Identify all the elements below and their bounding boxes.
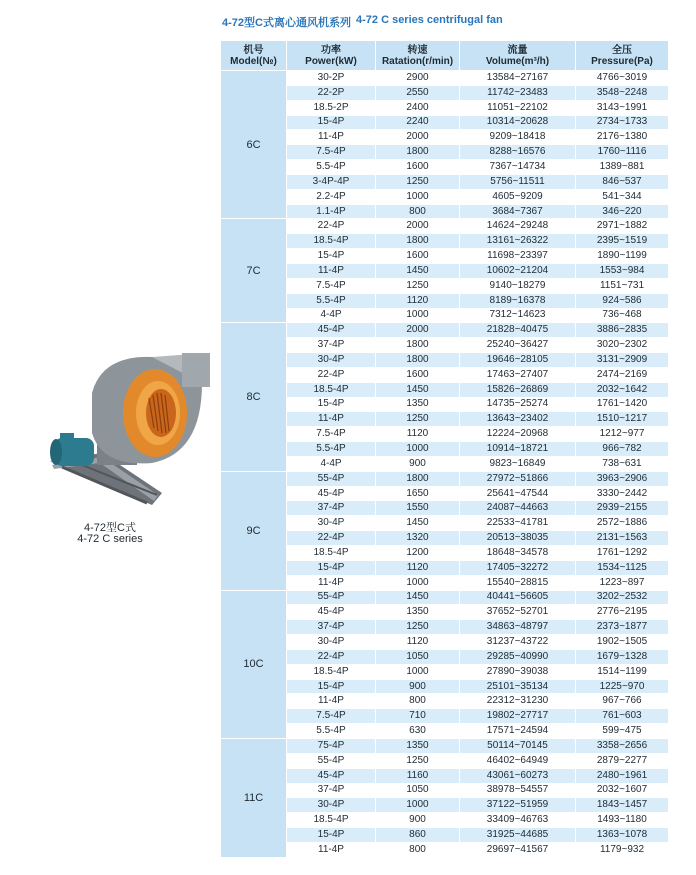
volume-cell: 34863~48797: [460, 620, 575, 634]
rotation-cell: 1250: [376, 175, 459, 189]
pressure-cell: 1843~1457: [576, 798, 668, 812]
table-row: [221, 145, 668, 159]
volume-cell: 11742~23483: [460, 86, 575, 100]
rotation-cell: 1450: [376, 383, 459, 397]
volume-cell: 27972~51866: [460, 472, 575, 486]
volume-cell: 7367~14734: [460, 160, 575, 174]
power-cell: 5.5-4P: [287, 724, 375, 738]
rotation-cell: 1600: [376, 368, 459, 382]
pressure-cell: 3202~2532: [576, 591, 668, 605]
rotation-cell: 1450: [376, 591, 459, 605]
header-pressure: 全压 Pressure(Pa): [576, 41, 668, 70]
header-rotation: 转速 Ratation(r/min): [376, 41, 459, 70]
rotation-cell: 1800: [376, 472, 459, 486]
title-chinese: 4-72型C式离心通风机系列: [222, 17, 351, 29]
rotation-cell: 2550: [376, 86, 459, 100]
pressure-cell: 3358~2656: [576, 739, 668, 753]
pressure-cell: 1225~970: [576, 680, 668, 694]
pressure-cell: 3330~2442: [576, 487, 668, 501]
rotation-cell: 1550: [376, 501, 459, 515]
pressure-cell: 3963~2906: [576, 472, 668, 486]
volume-cell: 9140~18279: [460, 279, 575, 293]
rotation-cell: 1120: [376, 561, 459, 575]
table-row: [221, 828, 668, 842]
volume-cell: 9823~16849: [460, 457, 575, 471]
table-row: [221, 368, 668, 382]
volume-cell: 31925~44685: [460, 828, 575, 842]
volume-cell: 11698~23397: [460, 249, 575, 263]
table-row: [221, 591, 668, 605]
table-row: [221, 249, 668, 263]
pressure-cell: 1510~1217: [576, 412, 668, 426]
table-row: [221, 353, 668, 367]
rotation-cell: 1450: [376, 516, 459, 530]
power-cell: 11-4P: [287, 264, 375, 278]
pressure-cell: 1890~1199: [576, 249, 668, 263]
volume-cell: 24087~44663: [460, 501, 575, 515]
volume-cell: 25641~47544: [460, 487, 575, 501]
table-row: [221, 398, 668, 412]
volume-cell: 17405~32272: [460, 561, 575, 575]
model-cell: 6C: [221, 71, 286, 218]
table-row: [221, 487, 668, 501]
pressure-cell: 1363~1078: [576, 828, 668, 842]
rotation-cell: 900: [376, 457, 459, 471]
table-row: [221, 383, 668, 397]
pressure-cell: 3143~1991: [576, 101, 668, 115]
rotation-cell: 1120: [376, 427, 459, 441]
rotation-cell: 1250: [376, 412, 459, 426]
power-cell: 4-4P: [287, 309, 375, 323]
power-cell: 7.5-4P: [287, 145, 375, 159]
table-row: [221, 323, 668, 337]
pressure-cell: 761~603: [576, 709, 668, 723]
table-row: [221, 769, 668, 783]
pressure-cell: 738~631: [576, 457, 668, 471]
volume-cell: 29285~40990: [460, 650, 575, 664]
volume-cell: 8189~16378: [460, 294, 575, 308]
table-row: [221, 739, 668, 753]
volume-cell: 33409~46763: [460, 813, 575, 827]
rotation-cell: 1350: [376, 739, 459, 753]
rotation-cell: 710: [376, 709, 459, 723]
pressure-cell: 1389~881: [576, 160, 668, 174]
pressure-cell: 2776~2195: [576, 605, 668, 619]
pressure-cell: 2176~1380: [576, 130, 668, 144]
rotation-cell: 2000: [376, 130, 459, 144]
table-row: [221, 160, 668, 174]
volume-cell: 19646~28105: [460, 353, 575, 367]
power-cell: 18.5-4P: [287, 665, 375, 679]
rotation-cell: 1250: [376, 279, 459, 293]
volume-cell: 8288~16576: [460, 145, 575, 159]
power-cell: 5.5-4P: [287, 442, 375, 456]
power-cell: 18.5-4P: [287, 234, 375, 248]
spec-table: [220, 40, 669, 858]
power-cell: 5.5-4P: [287, 294, 375, 308]
header-power: 功率 Power(kW): [287, 41, 375, 70]
power-cell: 11-4P: [287, 694, 375, 708]
rotation-cell: 2240: [376, 116, 459, 130]
rotation-cell: 1250: [376, 754, 459, 768]
rotation-cell: 1120: [376, 635, 459, 649]
pressure-cell: 1179~932: [576, 843, 668, 857]
volume-cell: 11051~22102: [460, 101, 575, 115]
power-cell: 30-2P: [287, 71, 375, 85]
power-cell: 4-4P: [287, 457, 375, 471]
power-cell: 11-4P: [287, 412, 375, 426]
table-row: [221, 531, 668, 545]
pressure-cell: 3020~2302: [576, 338, 668, 352]
rotation-cell: 1450: [376, 264, 459, 278]
pressure-cell: 1760~1116: [576, 145, 668, 159]
table-row: [221, 175, 668, 189]
table-row: [221, 190, 668, 204]
table-row: [221, 605, 668, 619]
rotation-cell: 800: [376, 843, 459, 857]
volume-cell: 3684~7367: [460, 205, 575, 219]
power-cell: 55-4P: [287, 591, 375, 605]
table-row: [221, 412, 668, 426]
rotation-cell: 1600: [376, 249, 459, 263]
rotation-cell: 1800: [376, 338, 459, 352]
pressure-cell: 346~220: [576, 205, 668, 219]
rotation-cell: 1050: [376, 784, 459, 798]
volume-cell: 13643~23402: [460, 412, 575, 426]
volume-cell: 4605~9209: [460, 190, 575, 204]
table-row: [221, 442, 668, 456]
rotation-cell: 1650: [376, 487, 459, 501]
volume-cell: 50114~70145: [460, 739, 575, 753]
table-row: [221, 501, 668, 515]
pressure-cell: 846~537: [576, 175, 668, 189]
table-row: [221, 294, 668, 308]
power-cell: 18.5-4P: [287, 813, 375, 827]
table-row: [221, 680, 668, 694]
rotation-cell: 2400: [376, 101, 459, 115]
pressure-cell: 967~766: [576, 694, 668, 708]
pressure-cell: 1223~897: [576, 576, 668, 590]
rotation-cell: 2000: [376, 219, 459, 233]
rotation-cell: 1160: [376, 769, 459, 783]
power-cell: 2.2-4P: [287, 190, 375, 204]
power-cell: 11-4P: [287, 843, 375, 857]
table-header-row: [221, 41, 668, 70]
power-cell: 15-4P: [287, 398, 375, 412]
rotation-cell: 1250: [376, 620, 459, 634]
table-row: [221, 472, 668, 486]
rotation-cell: 1000: [376, 442, 459, 456]
power-cell: 11-4P: [287, 130, 375, 144]
rotation-cell: 1800: [376, 145, 459, 159]
power-cell: 22-4P: [287, 531, 375, 545]
pressure-cell: 1212~977: [576, 427, 668, 441]
power-cell: 22-4P: [287, 219, 375, 233]
table-row: [221, 561, 668, 575]
rotation-cell: 1000: [376, 190, 459, 204]
volume-cell: 10914~18721: [460, 442, 575, 456]
table-row: [221, 205, 668, 219]
power-cell: 37-4P: [287, 784, 375, 798]
pressure-cell: 599~475: [576, 724, 668, 738]
caption-chinese: 4-72型C式: [84, 522, 136, 534]
pressure-cell: 966~782: [576, 442, 668, 456]
pressure-cell: 2572~1886: [576, 516, 668, 530]
rotation-cell: 1800: [376, 234, 459, 248]
volume-cell: 37122~51959: [460, 798, 575, 812]
volume-cell: 5756~11511: [460, 175, 575, 189]
pressure-cell: 1761~1292: [576, 546, 668, 560]
power-cell: 22-4P: [287, 650, 375, 664]
power-cell: 55-4P: [287, 472, 375, 486]
rotation-cell: 1320: [376, 531, 459, 545]
pressure-cell: 924~586: [576, 294, 668, 308]
pressure-cell: 1514~1199: [576, 665, 668, 679]
pressure-cell: 2373~1877: [576, 620, 668, 634]
table-row: [221, 86, 668, 100]
table-row: [221, 635, 668, 649]
volume-cell: 10314~20628: [460, 116, 575, 130]
power-cell: 15-4P: [287, 249, 375, 263]
model-cell: 8C: [221, 323, 286, 470]
table-row: [221, 116, 668, 130]
volume-cell: 13584~27167: [460, 71, 575, 85]
table-row: [221, 694, 668, 708]
table-row: [221, 754, 668, 768]
pressure-cell: 3131~2909: [576, 353, 668, 367]
power-cell: 45-4P: [287, 487, 375, 501]
table-row: [221, 219, 668, 233]
power-cell: 37-4P: [287, 338, 375, 352]
rotation-cell: 1350: [376, 605, 459, 619]
pressure-cell: 2395~1519: [576, 234, 668, 248]
volume-cell: 38978~54557: [460, 784, 575, 798]
pressure-cell: 541~344: [576, 190, 668, 204]
power-cell: 7.5-4P: [287, 279, 375, 293]
power-cell: 18.5-2P: [287, 101, 375, 115]
power-cell: 45-4P: [287, 769, 375, 783]
volume-cell: 46402~64949: [460, 754, 575, 768]
rotation-cell: 900: [376, 680, 459, 694]
power-cell: 11-4P: [287, 576, 375, 590]
volume-cell: 17571~24594: [460, 724, 575, 738]
volume-cell: 43061~60273: [460, 769, 575, 783]
volume-cell: 21828~40475: [460, 323, 575, 337]
power-cell: 22-4P: [287, 368, 375, 382]
volume-cell: 31237~43722: [460, 635, 575, 649]
volume-cell: 25101~35134: [460, 680, 575, 694]
model-cell: 11C: [221, 739, 286, 857]
table-row: [221, 843, 668, 857]
power-cell: 5.5-4P: [287, 160, 375, 174]
power-cell: 45-4P: [287, 323, 375, 337]
table-row: [221, 620, 668, 634]
volume-cell: 10602~21204: [460, 264, 575, 278]
rotation-cell: 1000: [376, 798, 459, 812]
power-cell: 45-4P: [287, 605, 375, 619]
volume-cell: 18648~34578: [460, 546, 575, 560]
pressure-cell: 3548~2248: [576, 86, 668, 100]
header-model: 机号 Model(№): [221, 41, 286, 70]
table-row: [221, 264, 668, 278]
volume-cell: 7312~14623: [460, 309, 575, 323]
pressure-cell: 1679~1328: [576, 650, 668, 664]
model-cell: 9C: [221, 472, 286, 590]
table-row: [221, 576, 668, 590]
pressure-cell: 1534~1125: [576, 561, 668, 575]
table-row: [221, 309, 668, 323]
table-row: [221, 546, 668, 560]
rotation-cell: 900: [376, 813, 459, 827]
table-row: [221, 724, 668, 738]
table-row: [221, 798, 668, 812]
table-row: [221, 784, 668, 798]
power-cell: 15-4P: [287, 828, 375, 842]
power-cell: 75-4P: [287, 739, 375, 753]
header-volume: 流量 Volume(m³/h): [460, 41, 575, 70]
title-english: 4-72 C series centrifugal fan: [356, 14, 503, 26]
table-row: [221, 813, 668, 827]
rotation-cell: 1200: [376, 546, 459, 560]
power-cell: 18.5-4P: [287, 546, 375, 560]
rotation-cell: 1600: [376, 160, 459, 174]
pressure-cell: 736~468: [576, 309, 668, 323]
table-row: [221, 650, 668, 664]
pressure-cell: 2939~2155: [576, 501, 668, 515]
rotation-cell: 800: [376, 205, 459, 219]
table-row: [221, 130, 668, 144]
power-cell: 18.5-4P: [287, 383, 375, 397]
rotation-cell: 1800: [376, 353, 459, 367]
volume-cell: 9209~18418: [460, 130, 575, 144]
volume-cell: 15540~28815: [460, 576, 575, 590]
power-cell: 3-4P-4P: [287, 175, 375, 189]
pressure-cell: 2474~2169: [576, 368, 668, 382]
table-row: [221, 665, 668, 679]
volume-cell: 40441~56605: [460, 591, 575, 605]
model-cell: 7C: [221, 219, 286, 322]
volume-cell: 19802~27717: [460, 709, 575, 723]
power-cell: 30-4P: [287, 635, 375, 649]
pressure-cell: 2480~1961: [576, 769, 668, 783]
volume-cell: 15826~26869: [460, 383, 575, 397]
power-cell: 7.5-4P: [287, 709, 375, 723]
table-row: [221, 427, 668, 441]
table-row: [221, 709, 668, 723]
pressure-cell: 1902~1505: [576, 635, 668, 649]
pressure-cell: 1493~1180: [576, 813, 668, 827]
table-row: [221, 101, 668, 115]
table-row: [221, 338, 668, 352]
rotation-cell: 1120: [376, 294, 459, 308]
table-row: [221, 71, 668, 85]
power-cell: 37-4P: [287, 501, 375, 515]
volume-cell: 14735~25274: [460, 398, 575, 412]
volume-cell: 20513~38035: [460, 531, 575, 545]
rotation-cell: 1050: [376, 650, 459, 664]
volume-cell: 12224~20968: [460, 427, 575, 441]
rotation-cell: 860: [376, 828, 459, 842]
pressure-cell: 1553~984: [576, 264, 668, 278]
volume-cell: 14624~29248: [460, 219, 575, 233]
table-row: [221, 457, 668, 471]
rotation-cell: 2900: [376, 71, 459, 85]
pressure-cell: 2131~1563: [576, 531, 668, 545]
pressure-cell: 3886~2835: [576, 323, 668, 337]
volume-cell: 29697~41567: [460, 843, 575, 857]
power-cell: 37-4P: [287, 620, 375, 634]
fan-image: [42, 343, 214, 513]
rotation-cell: 800: [376, 694, 459, 708]
rotation-cell: 1000: [376, 665, 459, 679]
pressure-cell: 1151~731: [576, 279, 668, 293]
caption-english: 4-72 C series: [77, 533, 143, 545]
table-row: [221, 279, 668, 293]
volume-cell: 22312~31230: [460, 694, 575, 708]
pressure-cell: 2032~1642: [576, 383, 668, 397]
power-cell: 22-2P: [287, 86, 375, 100]
rotation-cell: 630: [376, 724, 459, 738]
power-cell: 30-4P: [287, 516, 375, 530]
volume-cell: 37652~52701: [460, 605, 575, 619]
table-row: [221, 516, 668, 530]
pressure-cell: 1761~1420: [576, 398, 668, 412]
power-cell: 30-4P: [287, 353, 375, 367]
volume-cell: 13161~26322: [460, 234, 575, 248]
rotation-cell: 1000: [376, 576, 459, 590]
power-cell: 15-4P: [287, 561, 375, 575]
volume-cell: 22533~41781: [460, 516, 575, 530]
rotation-cell: 2000: [376, 323, 459, 337]
table-body: [221, 71, 668, 857]
pressure-cell: 2734~1733: [576, 116, 668, 130]
power-cell: 55-4P: [287, 754, 375, 768]
power-cell: 30-4P: [287, 798, 375, 812]
volume-cell: 27890~39038: [460, 665, 575, 679]
model-cell: 10C: [221, 591, 286, 738]
volume-cell: 17463~27407: [460, 368, 575, 382]
rotation-cell: 1350: [376, 398, 459, 412]
table-row: [221, 234, 668, 248]
power-cell: 15-4P: [287, 680, 375, 694]
power-cell: 7.5-4P: [287, 427, 375, 441]
rotation-cell: 1000: [376, 309, 459, 323]
pressure-cell: 4766~3019: [576, 71, 668, 85]
pressure-cell: 2879~2277: [576, 754, 668, 768]
power-cell: 15-4P: [287, 116, 375, 130]
pressure-cell: 2032~1607: [576, 784, 668, 798]
pressure-cell: 2971~1882: [576, 219, 668, 233]
volume-cell: 25240~36427: [460, 338, 575, 352]
power-cell: 1.1-4P: [287, 205, 375, 219]
